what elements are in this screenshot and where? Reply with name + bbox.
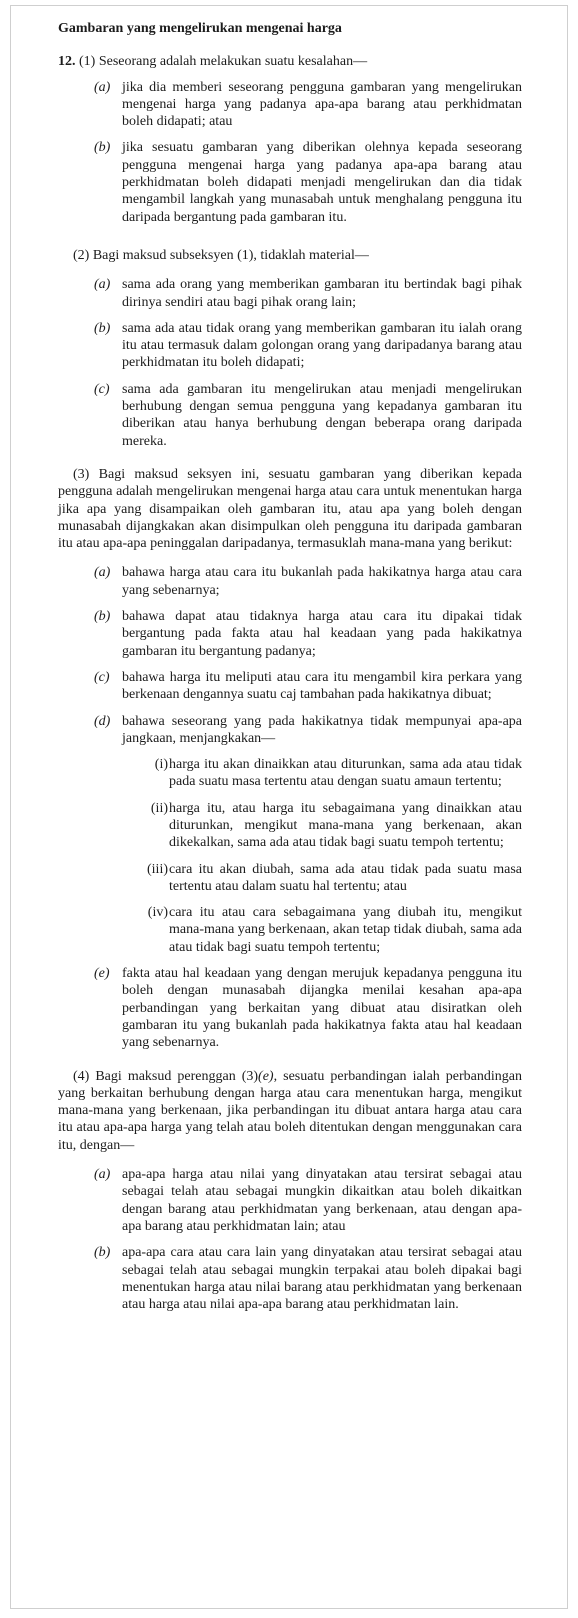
subsection-1-label: (1) [79, 54, 96, 70]
subsection-4-text-post: , sesuatu perbandingan ialah perbandingan yang berkaitan berhubung dengan harga atau cara menentukan harga, mengikut mana-mana yang berkenaan, jika perbandingan itu dibuat antara harga atau cara itu atau apa-apa harga yang telah atau boleh ditentukan dengan menggunakan cara itu, dengan— [58, 1068, 522, 1153]
subsection-4-intro [58, 1068, 522, 1154]
item-label: (c) [94, 669, 110, 685]
list-item [58, 320, 522, 372]
item-text: sama ada gambaran itu mengelirukan atau menjadi mengelirukan berhubung dengan semua pengguna yang kepadanya gambaran itu diberikan atau hanya berhubung dengan beberapa orang daripada mereka. [122, 381, 522, 449]
roman-label: (i) [154, 757, 168, 773]
subsection-1-intro [58, 53, 522, 70]
list-item [58, 564, 522, 599]
list-item [58, 608, 522, 660]
list-item [58, 276, 522, 311]
subsection-4-text-pre: (4) Bagi maksud perenggan (3) [73, 1068, 259, 1084]
item-text: apa-apa cara atau cara lain yang dinyatakan atau tersirat sebagai atau sebagai telah atau sebagai mungkin terpakai atau boleh dipakai bagi menentukan harga atau nilai barang atau perkhidmatan yang berkenaan atau harga atau nilai apa-apa barang atau perkhidmatan lain. [122, 1245, 522, 1313]
spacer [58, 459, 522, 466]
roman-item [58, 861, 522, 896]
roman-label: (iii) [147, 861, 168, 877]
roman-label: (ii) [150, 800, 168, 816]
roman-text: cara itu atau cara sebagaimana yang diubah itu, mengikut mana-mana yang berkenaan, akan tetap tidak diubah, sama ada atau tidak bagi suatu tempoh tertentu; [169, 905, 522, 955]
section-number: 12. [58, 54, 76, 70]
item-label: (a) [94, 277, 111, 293]
item-label: (a) [94, 79, 111, 95]
roman-label: (iv) [147, 905, 168, 921]
spacer [58, 235, 522, 247]
item-label: (a) [94, 1167, 111, 1183]
item-label: (e) [94, 966, 110, 982]
list-item [58, 139, 522, 225]
document-page [10, 5, 568, 1609]
item-text: fakta atau hal keadaan yang dengan merujuk kepadanya pengguna itu boleh dengan munasabah dijangka menilai kesahan apa-apa perbandingan yang berkaitan yang dibuat atau disiratkan oleh gambaran itu yang bukanlah pada hakikatnya fakta atau hal keadaan yang sebenarnya. [122, 966, 522, 1051]
roman-item [58, 756, 522, 791]
subsection-1-text: Seseorang adalah melakukan suatu kesalahan— [98, 54, 368, 70]
list-item [58, 1244, 522, 1313]
item-text: bahawa harga atau cara itu bukanlah pada hakikatnya harga atau cara yang sebenarnya; [122, 565, 522, 598]
item-text: bahawa dapat atau tidaknya harga atau cara itu dipakai tidak bergantung pada fakta atau hal keadaan yang pada hakikatnya gambaran itu bergantung padanya; [122, 609, 522, 659]
item-label: (c) [94, 381, 110, 397]
item-text: jika sesuatu gambaran yang diberikan olehnya kepada seseorang pengguna mengenai harga yang padanya apa-apa barang atau perkhidmatan boleh didapati menjadi mengelirukan dan dia tidak mengambil langkah yang munasabah untuk menghalang pengguna itu daripada bergantung pada gambaran itu. [122, 140, 522, 225]
list-item [58, 713, 522, 748]
item-label: (b) [94, 1245, 111, 1261]
item-text: bahawa seseorang yang pada hakikatnya tidak mempunyai apa-apa jangkaan, menjangkakan— [122, 713, 522, 746]
roman-text: cara itu akan diubah, sama ada atau tidak pada suatu masa tertentu atau dalam suatu hal tertentu; atau [169, 861, 522, 894]
subsection-3-intro: (3) Bagi maksud seksyen ini, sesuatu gambaran yang diberikan kepada pengguna adalah mengelirukan mengenai harga atau cara untuk menentukan harga jika apa yang disampaikan oleh gambaran itu, atau apa yang boleh dengan munasabah dijangkakan akan disimpulkan oleh pengguna itu daripada gambaran itu atau apa-apa peninggalan daripadanya, termasuklah mana-mana yang berikut: [58, 466, 522, 552]
item-text: jika dia memberi seseorang pengguna gambaran yang mengelirukan mengenai harga yang padanya apa-apa barang atau perkhidmatan boleh didapati; atau [122, 79, 522, 130]
roman-item [58, 800, 522, 852]
list-item [58, 965, 522, 1051]
list-item [58, 381, 522, 450]
item-text: sama ada atau tidak orang yang memberikan gambaran itu ialah orang itu atau termasuk dalam golongan orang yang daripadanya barang atau perkhidmatan itu boleh didapati; [122, 320, 522, 371]
item-text: apa-apa harga atau nilai yang dinyatakan atau tersirat sebagai atau sebagai telah atau sebagai mungkin dikaitkan atau boleh dikaitkan dengan barang atau perkhidmatan yang berkenaan, atau dengan apa-apa barang atau perkhidmatan lain; atau [122, 1167, 522, 1234]
list-item [58, 1166, 522, 1235]
item-label: (a) [94, 565, 111, 581]
list-item [58, 79, 522, 131]
roman-text: harga itu, atau harga itu sebagaimana yang dinaikkan atau diturunkan, mengikut mana-mana yang berkenaan, akan dikekalkan, sama ada atau tidak bagi suatu tempoh tertentu; [169, 800, 522, 851]
item-text: bahawa harga itu meliputi atau cara itu mengambil kira perkara yang berkenaan dengannya suatu caj tambahan pada hakikatnya dibuat; [122, 669, 522, 703]
subsection-2-intro: (2) Bagi maksud subseksyen (1), tidaklah material— [73, 247, 369, 263]
item-label: (b) [94, 320, 111, 336]
item-label: (b) [94, 140, 111, 156]
section-heading: Gambaran yang mengelirukan mengenai harga [58, 21, 342, 36]
document-content [58, 20, 522, 1322]
subsection-4-ref: (e) [258, 1068, 274, 1084]
item-label: (b) [94, 609, 111, 625]
item-text: sama ada orang yang memberikan gambaran itu bertindak bagi pihak dirinya sendiri atau bagi pihak orang lain; [122, 277, 522, 310]
spacer [58, 1061, 522, 1068]
item-label: (d) [94, 713, 111, 729]
roman-item [58, 904, 522, 956]
list-item [58, 669, 522, 704]
roman-text: harga itu akan dinaikkan atau diturunkan, sama ada atau tidak pada suatu masa tertentu atau dengan suatu amaun tertentu; [169, 757, 522, 790]
